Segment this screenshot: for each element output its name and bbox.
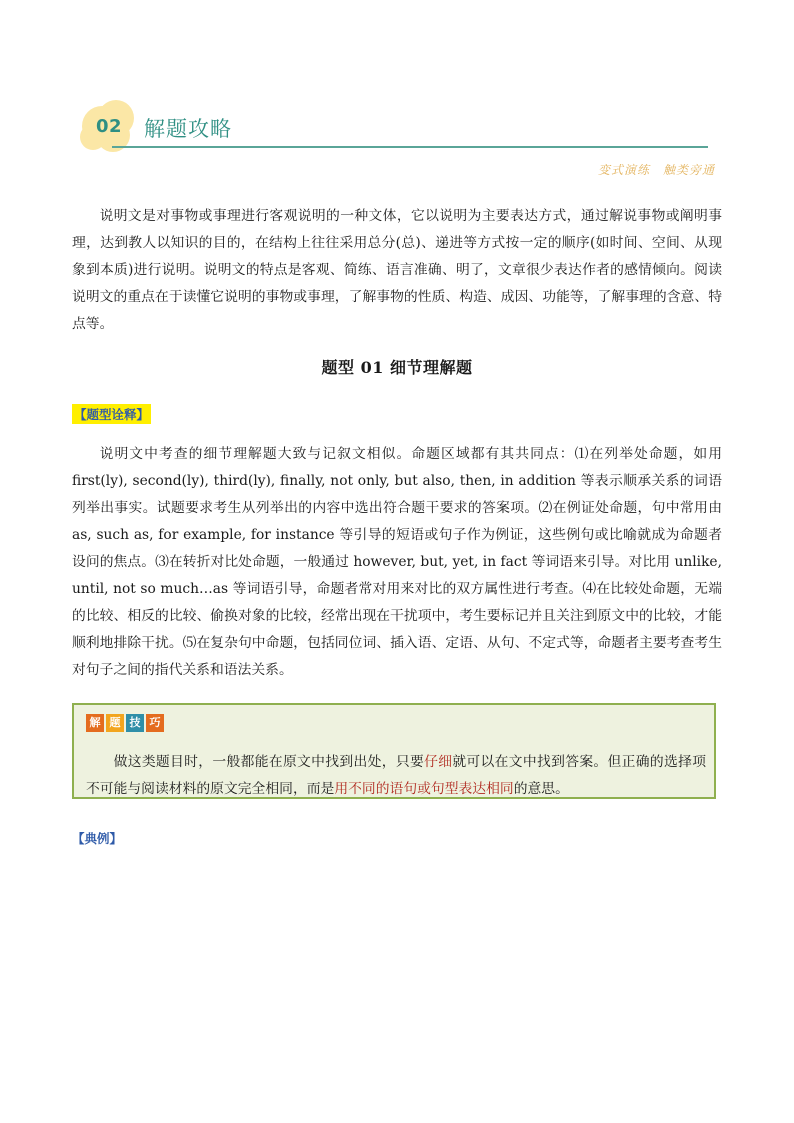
tips-label-char: 题 xyxy=(106,714,124,732)
section-divider xyxy=(112,146,708,148)
tips-box xyxy=(72,703,716,799)
explanation-paragraph: 说明文中考查的细节理解题大致与记叙文相似。命题区域都有其共同点：⑴在列举处命题，如用first(ly), second(ly), third(ly), finally, not only, but also, then, in addition 等表示顺承关系的词语列举出事实。试题要求考生从列举出的内容中选出符合题干要求的答案项。⑵在例证处命题，句中常用由 as, such as, for example, for instance 等引导的短语或句子作为例证，这些例句或比喻就成为命题者设问的焦点。⑶在转折对比处命题，一般通过 however, but, yet, in fact 等词语来引导。对比用 unlike, until, not so much…as 等词语引导，命题者常对用来对比的双方属性进行考查。⑷在比较处命题，无端的比较、相反的比较、偷换对象的比较，经常出现在干扰项中，考生要标记并且关注到原文中的比较，才能顺利地排除干扰。⑸在复杂句中命题，包括同位词、插入语、定语、从句、不定式等，命题者主要考查考生对句子之间的指代关系和语法关系。 xyxy=(72,446,722,678)
tips-label-char: 解 xyxy=(86,714,104,732)
intro-paragraph: 说明文是对事物或事理进行客观说明的一种文体，它以说明为主要表达方式，通过解说事物或阐明事理，达到教人以知识的目的，在结构上往往采用总分(总)、递进等方式按一定的顺序(如时间、空间、从现象到本质)进行说明。说明文的特点是客观、简练、语言准确、明了，文章很少表达作者的感情倾向。阅读说明文的重点在于读懂它说明的事物或事理，了解事物的性质、构造、成因、功能等，了解事理的含意、特点等。 xyxy=(72,208,722,332)
section-number: 02 xyxy=(95,116,123,137)
tips-label-char: 技 xyxy=(126,714,144,732)
explanation-label: 【题型诠释】 xyxy=(72,404,151,424)
question-type-title: 题型 01 细节理解题 xyxy=(321,358,473,377)
tips-text-segment: 就可以在文中找到答案。但正确的选择项不可能与阅读材料的原文完全相同，而是 xyxy=(86,754,707,797)
tips-paragraph xyxy=(86,749,706,803)
tips-text-segment: 的意思。 xyxy=(513,781,569,797)
tips-label xyxy=(86,714,164,732)
tips-highlight: 用不同的语句或句型表达相同 xyxy=(334,781,514,797)
example-label: 【典例】 xyxy=(72,831,123,846)
tips-label-char: 巧 xyxy=(146,714,164,732)
section-title: 解题攻略 xyxy=(144,117,232,141)
tips-text-segment: 做这类题目时，一般都能在原文中找到出处，只要 xyxy=(113,754,425,770)
section-subtitle: 变式演练 触类旁通 xyxy=(597,163,715,177)
tips-highlight: 仔细 xyxy=(424,754,453,770)
